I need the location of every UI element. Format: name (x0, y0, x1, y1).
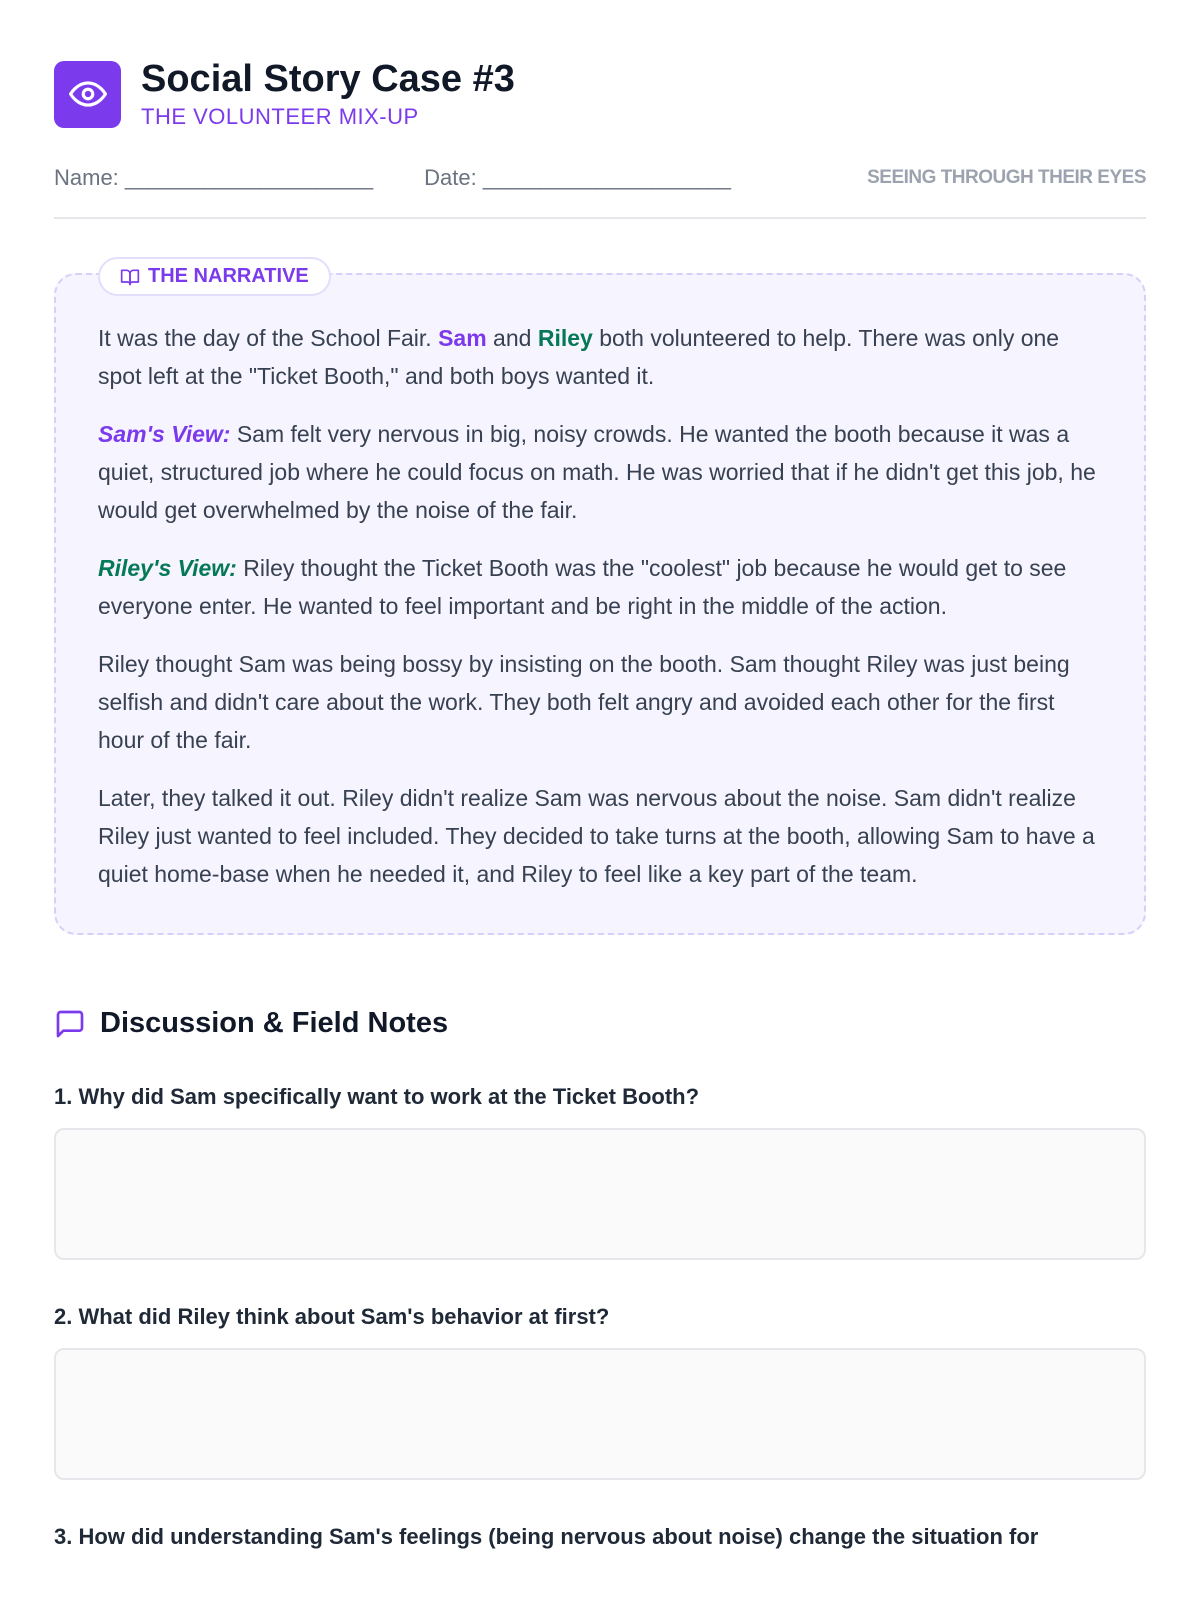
narrative-paragraph-5: Later, they talked it out. Riley didn't realize Sam was nervous about the noise. Sam didn't realize Riley just wanted to feel included. They decided to take turns at the booth, allowing Sam to have a quiet home-base when he needed it, and Riley to feel like a key part of the team. (98, 785, 1095, 887)
narrative-paragraph-1 (98, 319, 1102, 395)
riley-view-label: Riley's View: (98, 555, 237, 581)
date-field[interactable] (424, 165, 730, 191)
name-label: Name: (54, 165, 119, 190)
discussion-header (54, 1007, 1146, 1040)
page-subtitle: THE VOLUNTEER MIX-UP (141, 104, 419, 129)
riley-view-text: Riley thought the Ticket Booth was the "coolest" job because he would get to see everyone enter. He wanted to feel important and be right in the middle of the action. (98, 555, 1067, 619)
narrative-paragraph-4: Riley thought Sam was being bossy by insisting on the booth. Sam thought Riley was just being selfish and didn't care about the work. They both felt angry and avoided each other for the first hour of the fair. (98, 651, 1070, 753)
narrative-box (54, 265, 1146, 935)
date-label: Date: (424, 165, 477, 190)
name-line: ______________________ (124, 165, 373, 190)
riley-name: Riley (537, 325, 593, 351)
question-3: 3. How did understanding Sam's feelings (being nervous about noise) change the situation for (54, 1524, 1039, 1549)
discussion-title: Discussion & Field Notes (100, 1007, 449, 1039)
sam-view-label: Sam's View: (98, 421, 231, 447)
meta-row (54, 165, 1146, 219)
narrative-paragraph-3 (98, 549, 1102, 625)
header (54, 0, 1146, 131)
eye-icon (54, 61, 121, 128)
page-title: Social Story Case #3 (141, 58, 515, 100)
question-2: 2. What did Riley think about Sam's behavior at first? (54, 1304, 610, 1329)
question-1: 1. Why did Sam specifically want to work at the Ticket Booth? (54, 1084, 700, 1109)
sam-view-text: Sam felt very nervous in big, noisy crowds. He wanted the booth because it was a quiet, structured job where he could focus on math. He was worried that if he didn't get this job, he would get overwhelmed by the noise of the fair. (98, 421, 1096, 523)
date-line: ______________________ (482, 165, 731, 190)
answer-box-2[interactable] (54, 1348, 1146, 1480)
title-block (141, 57, 515, 131)
narrative-tag-label: THE NARRATIVE (148, 265, 309, 287)
p1-text-a: It was the day of the School Fair. (98, 325, 439, 351)
answer-box-1[interactable] (54, 1128, 1146, 1260)
p1-text-b: and (486, 325, 538, 351)
narrative-tag (98, 257, 331, 296)
name-field[interactable] (54, 165, 372, 191)
narrative-paragraph-2 (98, 415, 1102, 529)
tagline: SEEING THROUGH THEIR EYES (867, 167, 1146, 188)
book-icon (120, 267, 140, 287)
p1-text-c: both volunteered to help. There was only one spot left at the "Ticket Booth," and both boys wanted it. (98, 325, 1060, 389)
chat-bubble-icon (54, 1008, 86, 1040)
sam-name: Sam (438, 325, 487, 351)
